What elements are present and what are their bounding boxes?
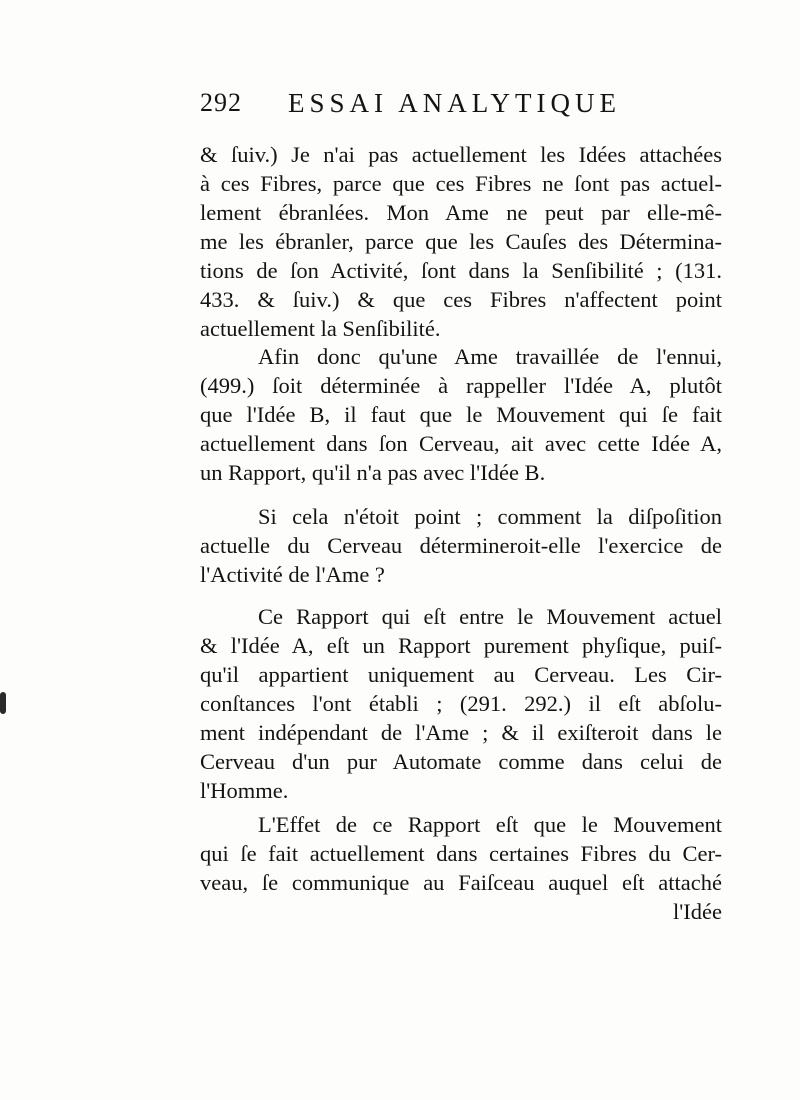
text-line: Si cela n'étoit point ; comment la diſpoſition xyxy=(258,504,722,529)
text-line: Ce Rapport qui eſt entre le Mouvement actuel xyxy=(258,604,722,629)
text-line: que l'Idée B, il faut que le Mouvement qui ſe fait xyxy=(200,402,722,427)
text-line: tions de ſon Activité, ſont dans la Senſibilité ; (131. xyxy=(200,258,722,283)
text-line: L'Effet de ce Rapport eſt que le Mouvement xyxy=(258,812,722,837)
text-line: (499.) ſoit déterminée à rappeller l'Idée A, plutôt xyxy=(200,373,722,398)
text-line: 433. & ſuiv.) & que ces Fibres n'affectent point xyxy=(200,287,722,312)
page-number: 292 xyxy=(200,88,242,117)
text-line: l'Homme. xyxy=(200,778,289,803)
text-line: me les ébranler, parce que les Cauſes des Détermina- xyxy=(200,229,722,254)
running-title: ESSAI ANALYTIQUE xyxy=(288,88,622,118)
catchword: l'Idée xyxy=(672,899,722,924)
text-line: Cerveau d'un pur Automate comme dans celui de xyxy=(200,749,722,774)
page-header xyxy=(200,88,640,128)
text-line: & ſuiv.) Je n'ai pas actuellement les Idées attachées xyxy=(200,142,722,167)
text-line: qu'il appartient uniquement au Cerveau. Les Cir- xyxy=(200,662,722,687)
text-line: un Rapport, qu'il n'a pas avec l'Idée B. xyxy=(200,460,546,485)
text-line: actuellement la Senſibilité. xyxy=(200,316,441,341)
text-line: ment indépendant de l'Ame ; & il exiſteroit dans le xyxy=(200,720,722,745)
text-line: qui ſe fait actuellement dans certaines Fibres du Cer- xyxy=(200,841,722,866)
paragraph-1 xyxy=(200,140,722,343)
paragraph-3 xyxy=(200,502,722,589)
paragraph-4 xyxy=(200,602,722,805)
paragraph-5 xyxy=(200,810,722,926)
paragraph-2 xyxy=(200,342,722,487)
text-line: veau, ſe communique au Faiſceau auquel eſt attaché xyxy=(200,870,722,895)
text-line: conſtances l'ont établi ; (291. 292.) il eſt abſolu- xyxy=(200,691,722,716)
text-line: lement ébranlées. Mon Ame ne peut par elle-mê- xyxy=(200,200,722,225)
text-line: actuellement dans ſon Cerveau, ait avec cette Idée A, xyxy=(200,431,722,456)
text-line: à ces Fibres, parce que ces Fibres ne ſont pas actuel- xyxy=(200,171,722,196)
text-line: & l'Idée A, eſt un Rapport purement phyſique, puiſ- xyxy=(200,633,722,658)
margin-mark xyxy=(0,692,6,714)
text-line: actuelle du Cerveau détermineroit-elle l'exercice de xyxy=(200,533,722,558)
text-line: l'Activité de l'Ame ? xyxy=(200,562,385,587)
text-line: Afin donc qu'une Ame travaillée de l'ennui, xyxy=(258,344,722,369)
